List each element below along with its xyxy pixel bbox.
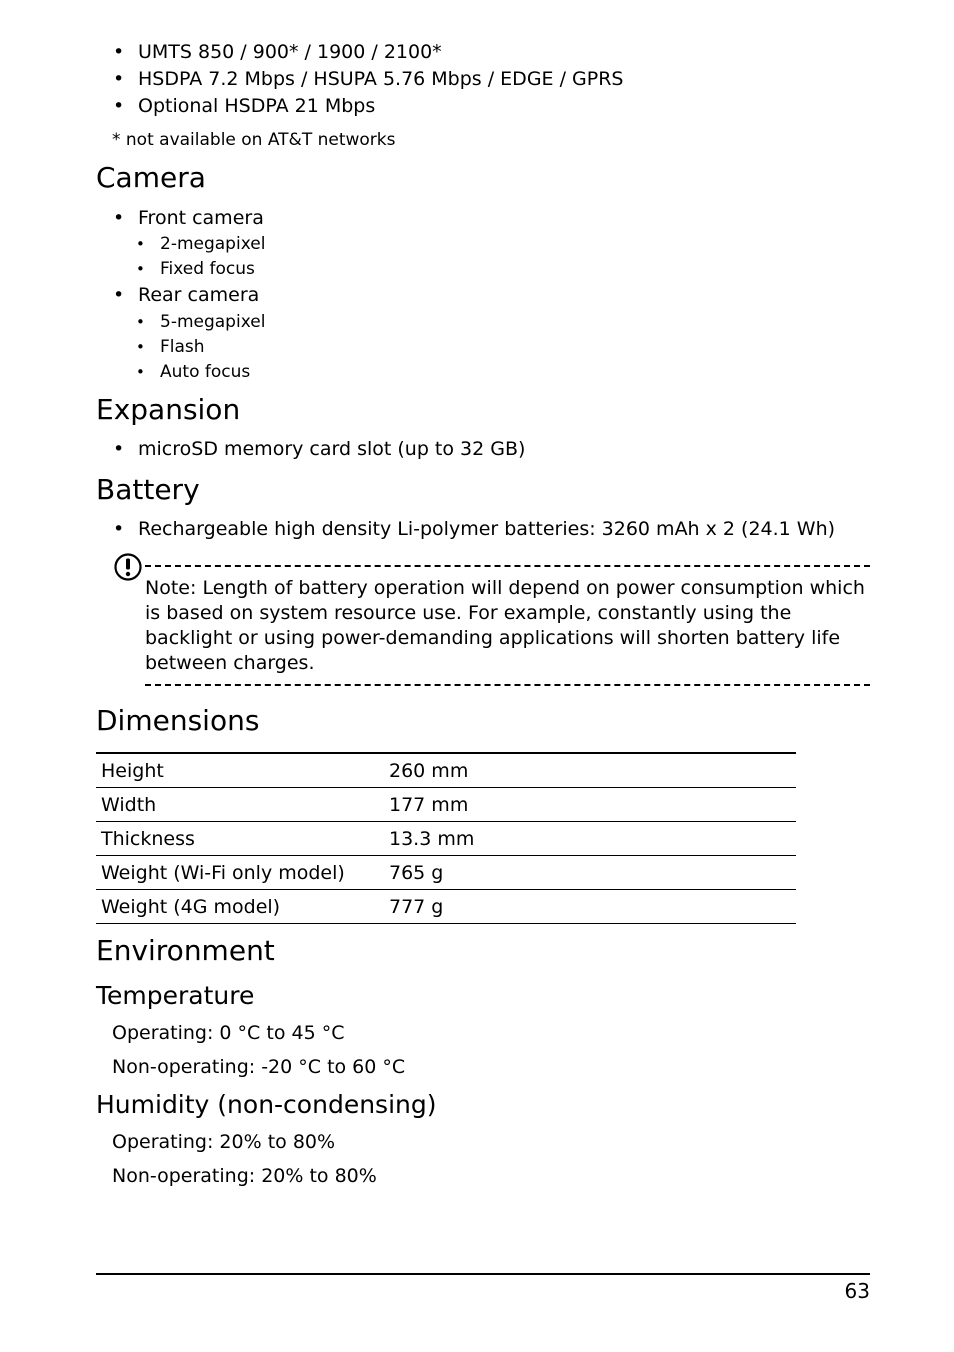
temperature-line: Non-operating: -20 °C to 60 °C bbox=[112, 1056, 406, 1078]
rear-camera-item: Flash bbox=[160, 337, 205, 357]
front-camera-item: Fixed focus bbox=[160, 259, 255, 279]
table-cell-value: 13.3 mm bbox=[389, 827, 475, 850]
network-item: UMTS 850 / 900* / 1900 / 2100* bbox=[138, 41, 442, 63]
table-cell-label: Height bbox=[101, 759, 164, 782]
table-row bbox=[96, 856, 796, 890]
expansion-heading: Expansion bbox=[96, 393, 241, 426]
table-row bbox=[96, 753, 796, 788]
environment-heading: Environment bbox=[96, 934, 275, 967]
network-item: HSDPA 7.2 Mbps / HSUPA 5.76 Mbps / EDGE / GPRS bbox=[138, 68, 624, 90]
page-number: 63 bbox=[844, 1279, 870, 1303]
table-row bbox=[96, 890, 796, 924]
rear-camera-label: Rear camera bbox=[138, 284, 260, 306]
camera-heading: Camera bbox=[96, 161, 206, 194]
temperature-heading: Temperature bbox=[96, 981, 255, 1010]
table-row bbox=[96, 822, 796, 856]
bullet-dot: • bbox=[136, 338, 145, 356]
bullet-dot: • bbox=[113, 518, 125, 540]
note-divider-top bbox=[145, 565, 870, 567]
bullet-dot: • bbox=[136, 235, 145, 253]
table-cell-label: Weight (4G model) bbox=[101, 895, 281, 918]
battery-item: Rechargeable high density Li-polymer batteries: 3260 mAh x 2 (24.1 Wh) bbox=[138, 518, 836, 540]
bullet-dot: • bbox=[113, 95, 125, 117]
table-cell-value: 177 mm bbox=[389, 793, 469, 816]
table-row bbox=[96, 788, 796, 822]
table-cell-label: Thickness bbox=[101, 827, 195, 850]
dimensions-heading: Dimensions bbox=[96, 704, 260, 737]
rear-camera-item: 5-megapixel bbox=[160, 312, 266, 332]
humidity-line: Operating: 20% to 80% bbox=[112, 1131, 336, 1153]
bullet-dot: • bbox=[113, 284, 125, 306]
network-footnote: * not available on AT&T networks bbox=[112, 130, 396, 150]
front-camera-label: Front camera bbox=[138, 207, 264, 229]
dimensions-table bbox=[96, 752, 796, 924]
note-text: Length of battery operation will depend on power consumption which is based on system resource use. For example, constantly using the backlight or using power-demanding applications will shorten battery life between charges. bbox=[145, 577, 865, 674]
battery-note bbox=[145, 576, 865, 676]
bullet-dot: • bbox=[113, 68, 125, 90]
temperature-line: Operating: 0 °C to 45 °C bbox=[112, 1022, 345, 1044]
note-label: Note: bbox=[145, 577, 197, 599]
humidity-heading: Humidity (non-condensing) bbox=[96, 1090, 437, 1119]
bullet-dot: • bbox=[136, 363, 145, 381]
table-cell-label: Weight (Wi-Fi only model) bbox=[101, 861, 345, 884]
table-cell-value: 765 g bbox=[389, 861, 444, 884]
expansion-item: microSD memory card slot (up to 32 GB) bbox=[138, 438, 526, 460]
bullet-dot: • bbox=[113, 207, 125, 229]
bullet-dot: • bbox=[113, 41, 125, 63]
table-cell-label: Width bbox=[101, 793, 157, 816]
bullet-dot: • bbox=[136, 313, 145, 331]
rear-camera-item: Auto focus bbox=[160, 362, 251, 382]
bullet-dot: • bbox=[113, 438, 125, 460]
humidity-line: Non-operating: 20% to 80% bbox=[112, 1165, 377, 1187]
bullet-dot: • bbox=[136, 260, 145, 278]
battery-heading: Battery bbox=[96, 473, 200, 506]
table-cell-value: 777 g bbox=[389, 895, 444, 918]
warning-icon bbox=[113, 552, 143, 582]
table-cell-value: 260 mm bbox=[389, 759, 469, 782]
network-item: Optional HSDPA 21 Mbps bbox=[138, 95, 376, 117]
note-divider-bottom bbox=[145, 684, 870, 686]
footer-rule bbox=[96, 1273, 870, 1275]
front-camera-item: 2-megapixel bbox=[160, 234, 266, 254]
